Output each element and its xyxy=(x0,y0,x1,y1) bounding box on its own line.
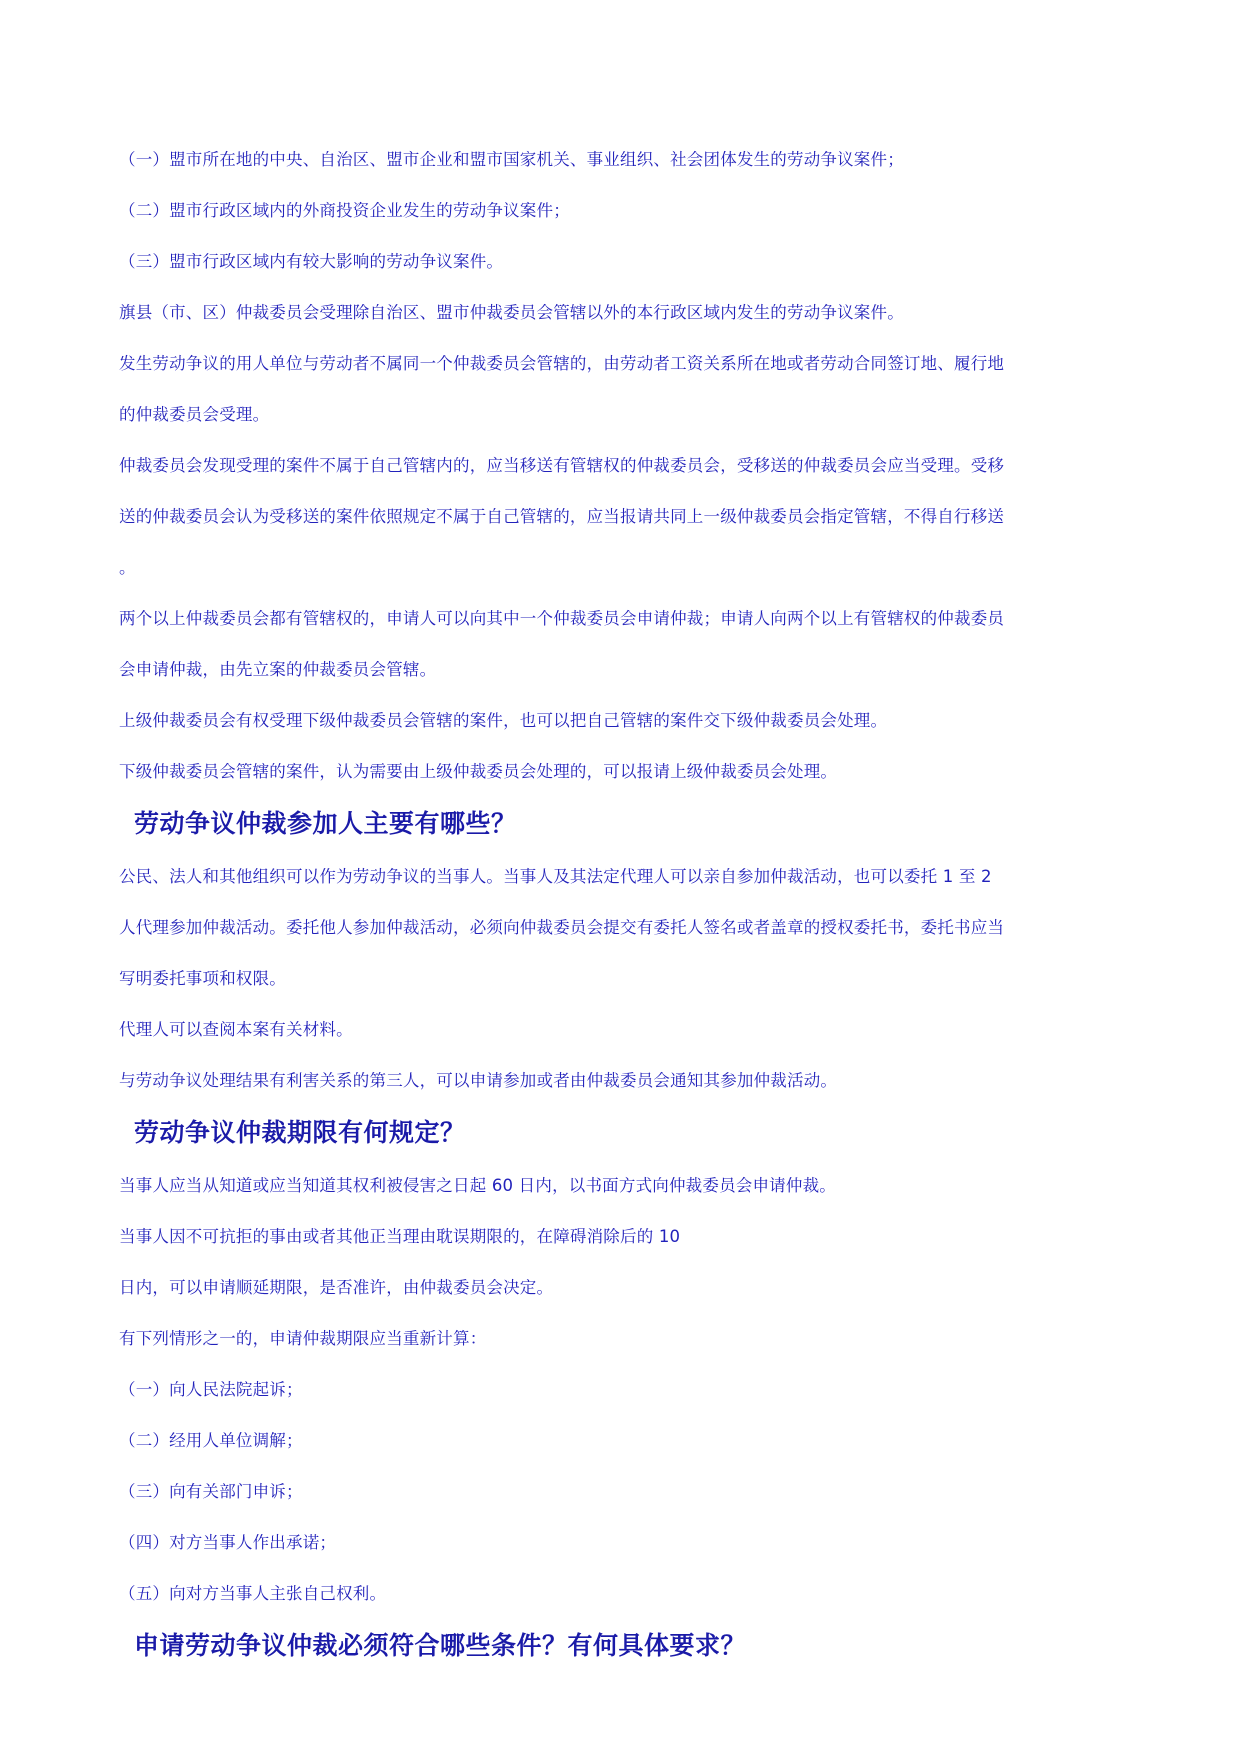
section-heading-time-limit: 劳动争议仲裁期限有何规定？ xyxy=(134,1118,466,1147)
paragraph: 旗县（市、区）仲裁委员会受理除自治区、盟市仲裁委员会管辖以外的本行政区域内发生的劳动争议案件。 xyxy=(119,303,904,322)
paragraph: 日内，可以申请顺延期限，是否准许，由仲裁委员会决定。 xyxy=(119,1278,554,1297)
paragraph: （二）盟市行政区域内的外商投资企业发生的劳动争议案件； xyxy=(119,201,570,220)
paragraph: 。 xyxy=(119,558,136,577)
paragraph: 上级仲裁委员会有权受理下级仲裁委员会管辖的案件，也可以把自己管辖的案件交下级仲裁委员会处理。 xyxy=(119,711,888,730)
paragraph: 的仲裁委员会受理。 xyxy=(119,405,270,424)
paragraph: 与劳动争议处理结果有利害关系的第三人，可以申请参加或者由仲裁委员会通知其参加仲裁活动。 xyxy=(119,1071,838,1090)
list-item: （四）对方当事人作出承诺； xyxy=(119,1533,337,1552)
paragraph: 送的仲裁委员会认为受移送的案件依照规定不属于自己管辖的，应当报请共同上一级仲裁委员会指定管辖，不得自行移送 xyxy=(119,507,1005,526)
paragraph: 仲裁委员会发现受理的案件不属于自己管辖内的，应当移送有管辖权的仲裁委员会，受移送的仲裁委员会应当受理。受移 xyxy=(119,456,1005,475)
section-participants xyxy=(119,851,1129,1106)
list-item: （一）向人民法院起诉； xyxy=(119,1380,303,1399)
section-heading-conditions: 申请劳动争议仲裁必须符合哪些条件？有何具体要求？ xyxy=(134,1631,747,1660)
section-heading-participants: 劳动争议仲裁参加人主要有哪些？ xyxy=(134,809,517,838)
paragraph: 代理人可以查阅本案有关材料。 xyxy=(119,1020,353,1039)
paragraph: 发生劳动争议的用人单位与劳动者不属同一个仲裁委员会管辖的，由劳动者工资关系所在地或者劳动合同签订地、履行地 xyxy=(119,354,1005,373)
paragraph: （一）盟市所在地的中央、自治区、盟市企业和盟市国家机关、事业组织、社会团体发生的劳动争议案件； xyxy=(119,150,904,169)
list-item: （二）经用人单位调解； xyxy=(119,1431,303,1450)
section-time-limit xyxy=(119,1160,1129,1619)
paragraph: 当事人应当从知道或应当知道其权利被侵害之日起 60 日内，以书面方式向仲裁委员会申请仲裁。 xyxy=(119,1176,836,1195)
paragraph: 写明委托事项和权限。 xyxy=(119,969,286,988)
list-item: （三）向有关部门申诉； xyxy=(119,1482,303,1501)
paragraph: 公民、法人和其他组织可以作为劳动争议的当事人。当事人及其法定代理人可以亲自参加仲裁活动，也可以委托 1 至 2 xyxy=(119,867,992,886)
document-content xyxy=(119,134,1129,1673)
paragraph: 下级仲裁委员会管辖的案件，认为需要由上级仲裁委员会处理的，可以报请上级仲裁委员会处理。 xyxy=(119,762,838,781)
paragraph: 有下列情形之一的，申请仲裁期限应当重新计算： xyxy=(119,1329,487,1348)
list-item: （五）向对方当事人主张自己权利。 xyxy=(119,1584,387,1603)
paragraph: 当事人因不可抗拒的事由或者其他正当理由耽误期限的，在障碍消除后的 10 xyxy=(119,1227,681,1246)
paragraph: 两个以上仲裁委员会都有管辖权的，申请人可以向其中一个仲裁委员会申请仲裁；申请人向两个以上有管辖权的仲裁委员 xyxy=(119,609,1005,628)
section-jurisdiction xyxy=(119,134,1129,797)
paragraph: （三）盟市行政区域内有较大影响的劳动争议案件。 xyxy=(119,252,504,271)
paragraph: 人代理参加仲裁活动。委托他人参加仲裁活动，必须向仲裁委员会提交有委托人签名或者盖章的授权委托书，委托书应当 xyxy=(119,918,1005,937)
paragraph: 会申请仲裁，由先立案的仲裁委员会管辖。 xyxy=(119,660,437,679)
